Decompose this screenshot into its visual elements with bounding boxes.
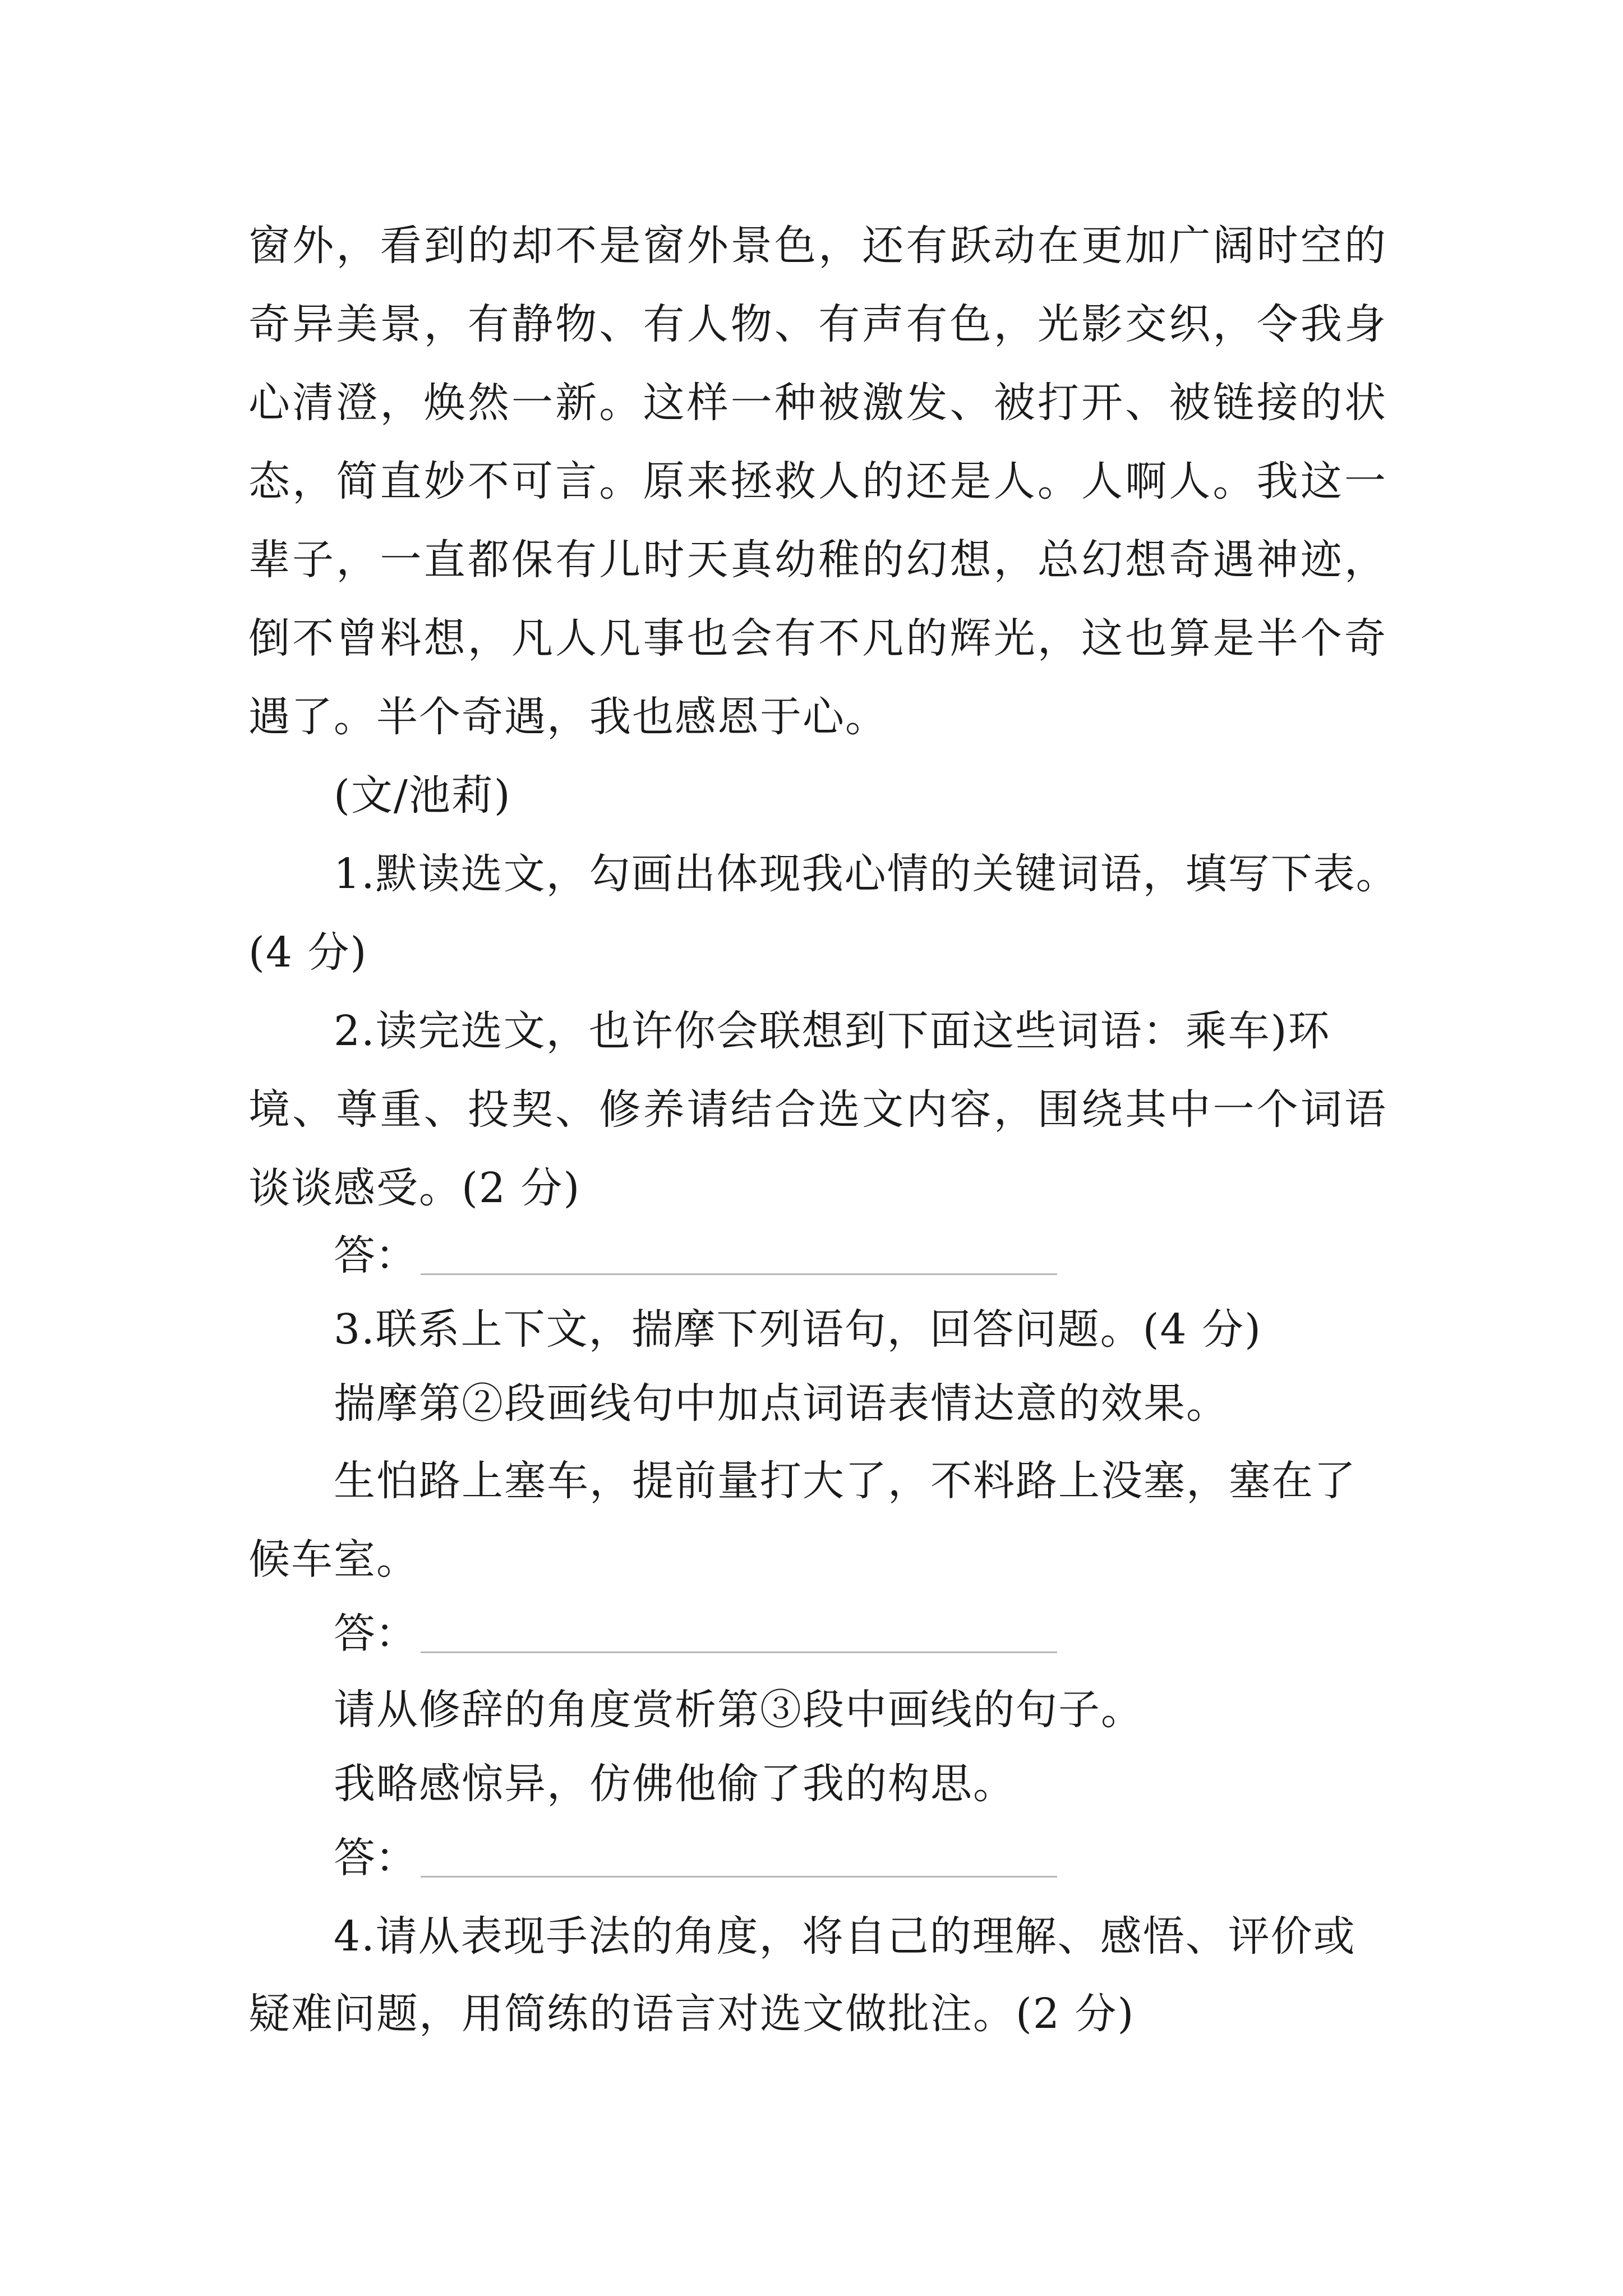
- passage-line-3: 心清澄，焕然一新。这样一种被激发、被打开、被链接的状: [248, 379, 1387, 427]
- answer-blank-line[interactable]: [421, 1651, 1057, 1653]
- answer-blank-line[interactable]: [421, 1273, 1057, 1275]
- passage-line-4: 态，简直妙不可言。原来拯救人的还是人。人啊人。我这一: [248, 457, 1387, 505]
- question-3-sub1-quote-line-1: 生怕路上塞车，提前量打大了，不料路上没塞，塞在了: [334, 1457, 1357, 1505]
- author-credit: (文/池莉): [334, 771, 511, 820]
- question-3-sub1-answer[interactable]: [334, 1605, 1063, 1662]
- question-3-sub1-prompt: 揣摩第②段画线句中加点词语表情达意的效果。: [334, 1379, 1229, 1428]
- question-2-line-3: 谈谈感受。(2 分): [248, 1164, 581, 1212]
- question-1-line-1: 1.默读选文，勾画出体现我心情的关键词语，填写下表。: [334, 850, 1399, 898]
- question-3-sub2-quote: 我略感惊异，仿佛他偷了我的构思。: [334, 1760, 1016, 1808]
- question-3-sub2-prompt: 请从修辞的角度赏析第③段中画线的句子。: [334, 1686, 1144, 1734]
- question-2-answer[interactable]: [334, 1227, 1063, 1283]
- passage-line-6: 倒不曾料想，凡人凡事也会有不凡的辉光，这也算是半个奇: [248, 614, 1387, 662]
- question-3-sub2-answer[interactable]: [334, 1830, 1063, 1886]
- question-2-line-2: 境、尊重、投契、修养请结合选文内容，围绕其中一个词语: [248, 1085, 1387, 1134]
- passage-line-5: 辈子，一直都保有儿时天真幼稚的幻想，总幻想奇遇神迹，: [248, 536, 1387, 584]
- question-4-line-1: 4.请从表现手法的角度，将自己的理解、感悟、评价或: [334, 1912, 1356, 1961]
- question-3-sub1-quote-line-2: 候车室。: [248, 1535, 419, 1584]
- answer-label: 答：: [334, 1231, 417, 1280]
- answer-label: 答：: [334, 1834, 417, 1882]
- passage-line-1: 窗外，看到的却不是窗外景色，还有跃动在更加广阔时空的: [248, 222, 1387, 270]
- question-4-line-2: 疑难问题，用简练的语言对选文做批注。(2 分): [248, 1990, 1135, 2038]
- passage-line-7: 遇了。半个奇遇，我也感恩于心。: [248, 693, 888, 741]
- question-2-line-1: 2.读完选文，也许你会联想到下面这些词语：乘车)环: [334, 1007, 1331, 1055]
- question-3-line-1: 3.联系上下文，揣摩下列语句，回答问题。(4 分): [334, 1305, 1262, 1354]
- answer-blank-line[interactable]: [421, 1876, 1057, 1878]
- question-1-line-2: (4 分): [248, 928, 368, 977]
- passage-line-2: 奇异美景，有静物、有人物、有声有色，光影交织，令我身: [248, 300, 1387, 348]
- answer-label: 答：: [334, 1609, 417, 1658]
